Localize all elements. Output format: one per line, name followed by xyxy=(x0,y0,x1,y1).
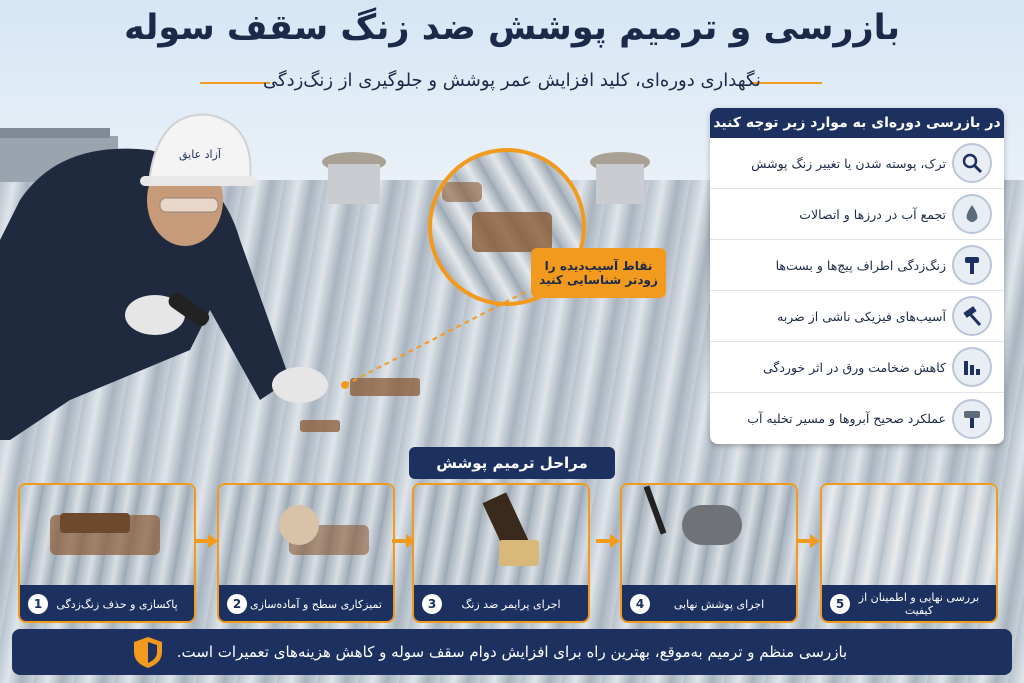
arrow-right-icon xyxy=(194,534,218,548)
step-image xyxy=(20,485,194,585)
step-image xyxy=(219,485,393,585)
checklist-item-label: عملکرد صحیح آبروها و مسیر تخلیه آب xyxy=(747,411,946,426)
step-number: 2 xyxy=(227,594,247,614)
step-label: پاکسازی و حذف زنگ‌زدگی xyxy=(56,597,178,611)
drain-icon xyxy=(952,399,992,439)
callout-line: نقاط آسیب‌دیده را xyxy=(544,259,653,273)
brush-bristles xyxy=(499,540,539,566)
step-label: تمیزکاری سطح و آماده‌سازی xyxy=(250,597,382,611)
arrow-right-icon xyxy=(596,534,620,548)
step-label: اجرای پرایمر ضد زنگ xyxy=(461,597,561,611)
step-image xyxy=(622,485,796,585)
page-subtitle: نگهداری دوره‌ای، کلید افزایش عمر پوشش و جلوگیری از زنگ‌زدگی xyxy=(263,70,761,91)
checklist-item xyxy=(710,291,1004,342)
worker-figure xyxy=(0,80,360,460)
step-caption xyxy=(622,585,796,623)
wire-brush xyxy=(60,513,130,533)
step-card xyxy=(820,483,998,623)
step-card xyxy=(620,483,798,623)
magnifier-icon xyxy=(952,143,992,183)
thickness-chart-icon xyxy=(952,347,992,387)
checklist-item-label: زنگ‌زدگی اطراف پیچ‌ها و بست‌ها xyxy=(775,257,946,273)
rust-closeup xyxy=(472,212,552,252)
step-card xyxy=(217,483,395,623)
steps-heading: مراحل ترمیم پوشش xyxy=(409,447,615,479)
step-label: اجرای پوشش نهایی xyxy=(673,597,765,611)
shield-icon xyxy=(132,635,164,669)
step-number: 4 xyxy=(630,594,650,614)
paint-roller xyxy=(682,505,742,545)
step-caption xyxy=(219,585,393,623)
step-image xyxy=(822,485,996,585)
checklist-item xyxy=(710,189,1004,240)
callout-line: زودتر شناسایی کنید xyxy=(539,273,658,287)
inspection-checklist xyxy=(710,108,1004,444)
checklist-item xyxy=(710,393,1004,444)
step-number: 5 xyxy=(830,594,850,614)
checklist-heading: در بازرسی دوره‌ای به موارد زیر توجه کنید xyxy=(710,108,1004,138)
footer-banner xyxy=(12,629,1012,675)
damage-callout xyxy=(531,248,666,298)
rust-closeup xyxy=(442,182,482,202)
step-caption xyxy=(822,585,996,623)
arrow-right-icon xyxy=(796,534,820,548)
step-card xyxy=(412,483,590,623)
helmet-logo-text: آزاد عایق xyxy=(179,148,221,161)
roller-handle xyxy=(644,485,667,534)
step-image xyxy=(414,485,588,585)
page-title: بازرسی و ترمیم پوشش ضد زنگ سقف سوله xyxy=(124,8,900,48)
step-card xyxy=(18,483,196,623)
water-drop-icon xyxy=(952,194,992,234)
step-number: 3 xyxy=(422,594,442,614)
screw-icon xyxy=(952,245,992,285)
hammer-icon xyxy=(952,296,992,336)
checklist-item-label: ترک، پوسته شدن یا تغییر زنگ پوشش xyxy=(751,155,946,171)
callout-pointer xyxy=(340,290,530,390)
gloved-hand xyxy=(279,505,319,545)
checklist-item xyxy=(710,342,1004,393)
step-caption xyxy=(414,585,588,623)
roof-ventilator xyxy=(588,150,652,206)
step-number: 1 xyxy=(28,594,48,614)
step-caption xyxy=(20,585,194,623)
footer-text: بازرسی منظم و ترمیم به‌موقع، بهترین راه برای افزایش دوام سقف سوله و کاهش هزینه‌های تعمیرات است. xyxy=(176,643,848,661)
checklist-item xyxy=(710,138,1004,189)
checklist-item-label: تجمع آب در درزها و اتصالات xyxy=(799,206,946,222)
step-label: بررسی نهایی و اطمینان از کیفیت xyxy=(858,591,980,617)
subtitle-divider xyxy=(752,82,822,84)
checklist-item xyxy=(710,240,1004,291)
checklist-item-label: آسیب‌های فیزیکی ناشی از ضربه xyxy=(777,308,946,324)
checklist-item-label: کاهش ضخامت ورق در اثر خوردگی xyxy=(763,359,946,375)
